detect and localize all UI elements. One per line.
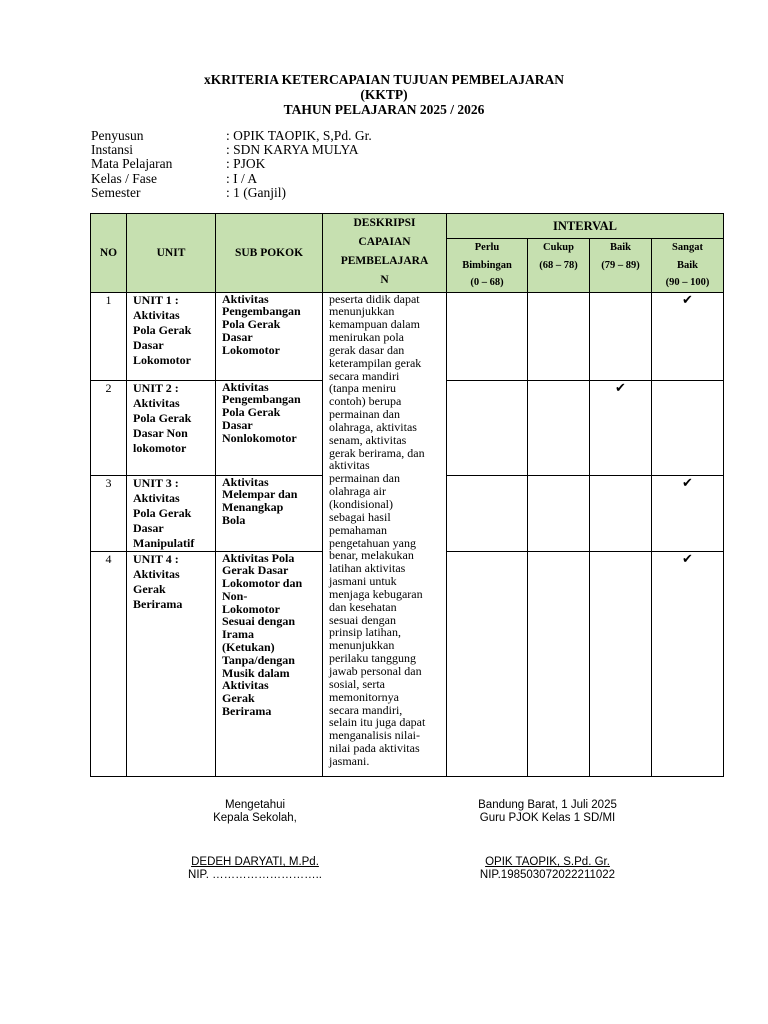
check-sangat-baik <box>652 380 724 475</box>
info-row-instansi <box>91 143 372 157</box>
header-line: (90 – 100) <box>665 277 710 288</box>
description-line: (kondisional) <box>329 497 393 511</box>
description-line: menunjukkan <box>329 638 395 653</box>
sub-pokok-line: Lokomotor <box>222 342 280 357</box>
unit-line: Pola Gerak <box>133 322 192 337</box>
check-baik <box>590 292 652 380</box>
sub-pokok-line: (Ketukan) <box>222 640 275 655</box>
row-unit <box>127 551 216 776</box>
header-no: NO <box>91 214 127 293</box>
sub-pokok-line: Lokomotor <box>222 601 280 616</box>
description-line: menunjukkan <box>329 304 395 319</box>
header-line: Baik <box>609 242 631 253</box>
title-line-1: xKRITERIA KETERCAPAIAN TUJUAN PEMBELAJARAN <box>204 72 564 87</box>
signature-left <box>170 799 340 881</box>
sub-pokok-line: Tanpa/dengan <box>222 652 295 667</box>
header-line: Bimbingan <box>462 259 512 271</box>
row-no: 2 <box>91 380 127 475</box>
unit-line: Lokomotor <box>133 352 191 367</box>
description-line: (tanpa meniru <box>329 381 396 396</box>
sub-pokok-line: Menangkap <box>222 500 284 515</box>
check-cukup <box>528 551 590 776</box>
description-line: contoh) berupa <box>329 394 402 409</box>
description-line: selain itu juga dapat <box>329 715 426 730</box>
description-line: menganalisis nilai- <box>329 728 420 743</box>
info-row-semester <box>91 186 372 200</box>
unit-line: Dasar <box>133 337 164 352</box>
check-sangat-baik <box>652 551 724 776</box>
sub-pokok-line: Aktivitas <box>222 379 269 394</box>
check-mark-icon: ✔ <box>682 474 693 490</box>
check-cukup <box>528 475 590 551</box>
unit-line: Gerak <box>133 581 166 596</box>
sub-pokok-line: Berirama <box>222 704 272 719</box>
description-line: benar, melakukan <box>329 548 414 563</box>
sub-pokok-line: Pola Gerak <box>222 317 281 332</box>
description-line: sosial, serta <box>329 676 385 691</box>
sub-pokok-line: Nonlokomotor <box>222 430 297 445</box>
header-deskripsi-line: CAPAIAN <box>358 236 411 248</box>
header-deskripsi-line: N <box>380 274 389 286</box>
sub-pokok-line: Aktivitas <box>222 678 269 693</box>
unit-line: lokomotor <box>133 440 187 455</box>
description-line: secara mandiri, <box>329 702 403 717</box>
unit-line: UNIT 1 : <box>133 292 179 307</box>
info-value: : PJOK <box>226 156 266 172</box>
description-line: jasmani untuk <box>329 574 397 589</box>
row-unit <box>127 380 216 475</box>
info-value: : OPIK TAOPIK, S,Pd. Gr. <box>226 128 372 143</box>
sub-pokok-line: Dasar <box>222 417 253 432</box>
description-line: nilai pada aktivitas <box>329 741 420 756</box>
description-line: perilaku tanggung <box>329 651 416 666</box>
check-mark-icon: ✔ <box>615 379 626 395</box>
info-row-mapel <box>91 157 372 171</box>
title-line-3: TAHUN PELAJARAN 2025 / 2026 <box>283 102 485 117</box>
unit-line: Aktivitas <box>133 566 180 581</box>
sub-pokok-line: Gerak <box>222 691 255 706</box>
description-line: pengetahuan yang <box>329 535 416 550</box>
row-no: 3 <box>91 475 127 551</box>
sub-pokok-line: Aktivitas <box>222 291 269 306</box>
unit-line: Aktivitas <box>133 490 180 505</box>
signature-right-line2: Guru PJOK Kelas 1 SD/MI <box>479 811 616 824</box>
header-deskripsi-line: DESKRIPSI <box>353 217 416 229</box>
unit-line: Pola Gerak <box>133 410 192 425</box>
description-line: keterampilan gerak <box>329 355 422 370</box>
description-line: peserta didik dapat <box>329 291 420 306</box>
check-sangat-baik <box>652 475 724 551</box>
document-title <box>0 72 768 117</box>
description-line: sebagai hasil <box>329 509 391 524</box>
info-label: Semester <box>91 184 141 200</box>
header-interval: INTERVAL <box>447 214 724 239</box>
description-cell <box>323 292 447 776</box>
header-line: Cukup <box>543 242 574 253</box>
unit-line: Aktivitas <box>133 395 180 410</box>
sub-pokok-line: Bola <box>222 512 246 527</box>
description-line: senam, aktivitas <box>329 432 407 447</box>
header-line: Baik <box>676 259 698 271</box>
info-row-kelas <box>91 172 372 186</box>
row-no: 4 <box>91 551 127 776</box>
description-line: aktivitas <box>329 458 370 473</box>
sub-pokok-line: Pola Gerak <box>222 405 281 420</box>
sub-pokok-line: Aktivitas Pola <box>222 550 295 565</box>
sub-pokok-line: Irama <box>222 627 254 642</box>
check-mark-icon: ✔ <box>682 291 693 307</box>
description-line: jawab personal dan <box>329 663 422 678</box>
table-row <box>91 292 724 380</box>
description-line: menirukan pola <box>329 330 404 345</box>
description-line: secara mandiri <box>329 368 400 383</box>
header-line: (79 – 89) <box>601 259 640 271</box>
unit-line: Pola Gerak <box>133 505 192 520</box>
unit-line: UNIT 3 : <box>133 475 179 490</box>
description-line: sesuai dengan <box>329 612 396 627</box>
info-value: : I / A <box>226 170 258 186</box>
description-line: prinsip latihan, <box>329 625 401 640</box>
description-line: jasmani. <box>329 753 370 768</box>
title-line-2: (KKTP) <box>360 87 408 102</box>
check-perlu-bimbingan <box>447 380 528 475</box>
unit-line: Manipulatif <box>133 535 195 550</box>
info-label: Mata Pelajaran <box>91 156 173 172</box>
check-perlu-bimbingan <box>447 292 528 380</box>
signature-right-line1: Bandung Barat, 1 Juli 2025 <box>478 799 617 811</box>
row-unit <box>127 292 216 380</box>
unit-line: Dasar <box>133 520 164 535</box>
info-value: : SDN KARYA MULYA <box>226 142 359 158</box>
description-line: dan kesehatan <box>329 599 397 614</box>
kktp-table <box>90 213 724 777</box>
description-line: gerak dasar dan <box>329 342 405 357</box>
row-sub-pokok <box>216 292 323 380</box>
sub-pokok-line: Pengembangan <box>222 392 301 407</box>
header-deskripsi <box>323 214 447 293</box>
row-sub-pokok <box>216 380 323 475</box>
signature-left-nip: NIP. ……………………….. <box>188 868 322 881</box>
sub-pokok-line: Non- <box>222 588 248 603</box>
description-line: permainan dan <box>329 471 400 486</box>
info-label: Instansi <box>91 142 133 158</box>
signature-right <box>455 799 640 881</box>
check-baik <box>590 551 652 776</box>
header-deskripsi-line: PEMBELAJARA <box>340 255 429 267</box>
info-label: Kelas / Fase <box>91 170 157 186</box>
check-cukup <box>528 292 590 380</box>
description-line: pemahaman <box>329 522 387 537</box>
description-line: latihan aktivitas <box>329 561 406 576</box>
unit-line: UNIT 2 : <box>133 380 179 395</box>
check-baik <box>590 380 652 475</box>
header-cukup <box>528 239 590 293</box>
check-perlu-bimbingan <box>447 475 528 551</box>
sub-pokok-line: Melempar dan <box>222 487 298 502</box>
header-unit: UNIT <box>127 214 216 293</box>
description-line: olahraga, aktivitas <box>329 419 417 434</box>
info-value: : 1 (Ganjil) <box>226 184 286 200</box>
check-perlu-bimbingan <box>447 551 528 776</box>
signature-right-name: OPIK TAOPIK, S.Pd. Gr. <box>485 856 610 868</box>
description-line: permainan dan <box>329 407 400 422</box>
description-line: olahraga air <box>329 484 386 499</box>
unit-line: Dasar Non <box>133 425 188 440</box>
header-line: Perlu <box>474 242 500 253</box>
header-sub-pokok: SUB POKOK <box>216 214 323 293</box>
header-line: Sangat <box>672 242 703 253</box>
info-row-penyusun <box>91 129 372 143</box>
signature-left-line1: Mengetahui <box>224 799 286 811</box>
header-sangat-baik <box>652 239 724 293</box>
row-no: 1 <box>91 292 127 380</box>
row-unit <box>127 475 216 551</box>
description-line: kemampuan dalam <box>329 317 420 332</box>
identity-info <box>91 129 372 200</box>
signature-right-nip: NIP.198503072022211022 <box>479 868 616 881</box>
unit-line: Berirama <box>133 596 183 611</box>
sub-pokok-line: Pengembangan <box>222 304 301 319</box>
row-sub-pokok <box>216 475 323 551</box>
signature-left-line2: Kepala Sekolah, <box>213 811 297 824</box>
sub-pokok-line: Aktivitas <box>222 474 269 489</box>
description-line: memonitornya <box>329 689 399 704</box>
description-line: menjaga kebugaran <box>329 586 423 601</box>
row-sub-pokok <box>216 551 323 776</box>
header-line: (68 – 78) <box>539 259 578 271</box>
sub-pokok-line: Sesuai dengan <box>222 614 296 629</box>
sub-pokok-line: Gerak Dasar <box>222 563 289 578</box>
header-baik <box>590 239 652 293</box>
check-baik <box>590 475 652 551</box>
description-line: gerak berirama, dan <box>329 445 425 460</box>
sub-pokok-line: Dasar <box>222 329 253 344</box>
info-label: Penyusun <box>91 128 144 143</box>
signature-left-name: DEDEH DARYATI, M.Pd. <box>191 856 319 868</box>
header-perlu-bimbingan <box>447 239 528 293</box>
check-mark-icon: ✔ <box>682 550 693 566</box>
unit-line: Aktivitas <box>133 307 180 322</box>
sub-pokok-line: Musik dalam <box>222 665 290 680</box>
check-sangat-baik <box>652 292 724 380</box>
unit-line: UNIT 4 : <box>133 551 179 566</box>
sub-pokok-line: Lokomotor dan <box>222 576 303 591</box>
header-line: (0 – 68) <box>470 277 504 288</box>
check-cukup <box>528 380 590 475</box>
